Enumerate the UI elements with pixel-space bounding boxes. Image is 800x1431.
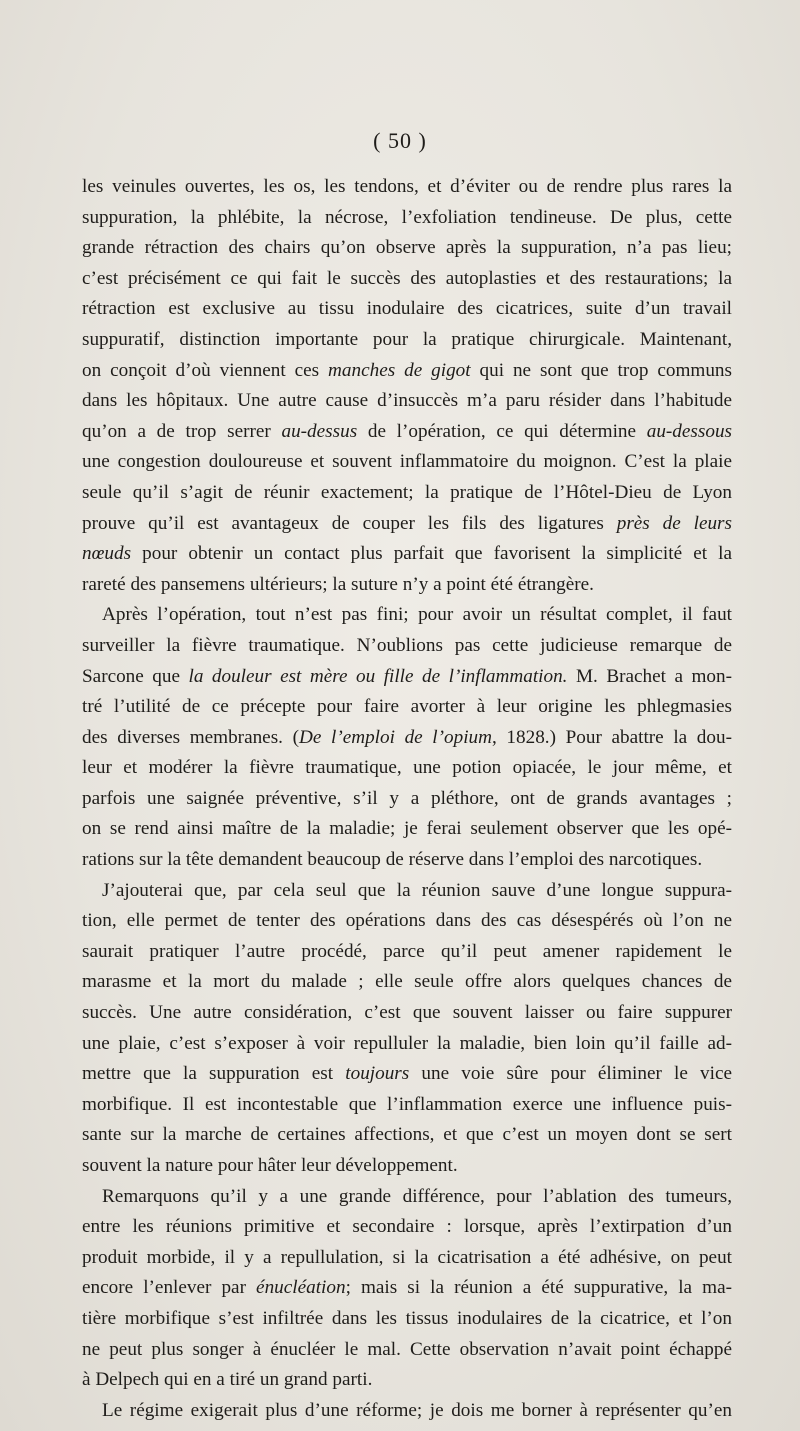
text-line — [82, 1059, 732, 1090]
text-line — [82, 417, 732, 448]
text-segment: encore l’enlever par — [82, 1277, 257, 1299]
text-segment: Sarcone que — [82, 665, 189, 687]
text-segment: rations sur la tête demandent beaucoup de réserve dans l’emploi des narcotiques. — [82, 849, 703, 871]
text-line — [82, 1365, 732, 1396]
text-segment: Remarquons qu’il y a une grande différence, pour l’ablation des tumeurs, — [102, 1185, 732, 1207]
text-segment: mettre que la suppuration est — [82, 1063, 346, 1085]
text-line — [82, 1120, 732, 1151]
text-segment: marasme et la mort du malade ; elle seule offre alors quelques chances de — [82, 971, 732, 993]
text-line — [82, 294, 732, 325]
text-segment: J’ajouterai que, par cela seul que la réunion sauve d’une longue suppura- — [102, 879, 732, 901]
text-line — [82, 631, 732, 662]
text-segment: de l’opération, ce qui détermine — [357, 420, 647, 442]
text-segment: une plaie, c’est s’exposer à voir repulluler la maladie, bien loin qu’il faille ad- — [82, 1032, 732, 1054]
text-line — [82, 1151, 732, 1182]
italic-text: au-dessous — [646, 420, 733, 442]
text-line — [82, 386, 732, 417]
text-line — [82, 233, 732, 264]
text-segment: ne peut plus songer à énucléer le mal. Cette observation n’avait point échappé — [82, 1338, 732, 1360]
text-segment: on conçoit d’où viennent ces — [82, 359, 329, 381]
text-line — [82, 570, 732, 601]
text-line — [82, 478, 732, 509]
text-line — [82, 662, 732, 693]
text-segment: une voie sûre pour éliminer le vice — [409, 1063, 732, 1085]
text-line — [82, 1212, 732, 1243]
text-line — [82, 1396, 732, 1427]
text-segment: souvent la nature pour hâter leur développement. — [82, 1155, 458, 1176]
text-line — [82, 967, 732, 998]
body-text — [82, 172, 732, 1426]
text-line — [82, 1243, 732, 1274]
page-number: ( 50 ) — [373, 128, 427, 153]
text-segment: à Delpech qui en a tiré un grand parti. — [82, 1369, 373, 1391]
text-segment: sante sur la marche de certaines affections, et que c’est un moyen dont se sert — [82, 1124, 732, 1146]
text-line — [82, 172, 732, 203]
text-segment: pour obtenir un contact plus parfait que favorisent la simplicité et la — [131, 543, 732, 565]
text-line — [82, 814, 732, 845]
text-line — [82, 203, 732, 234]
text-segment: des diverses membranes. ( — [82, 726, 299, 748]
text-line — [82, 1090, 732, 1121]
text-line — [82, 264, 732, 295]
text-segment: rareté des pansemens ultérieurs; la suture n’y a point été étrangère. — [82, 573, 594, 595]
text-segment: seule qu’il s’agit de réunir exactement; la pratique de l’Hôtel-Dieu de Lyon — [82, 481, 732, 503]
text-segment: tière morbifique s’est infiltrée dans les tissus inodulaires de la cicatrice, et l’on — [82, 1307, 732, 1329]
text-segment: Le régime exigerait plus d’une réforme; je dois me borner à représenter qu’en — [102, 1399, 732, 1421]
text-line — [82, 784, 732, 815]
text-segment: Après l’opération, tout n’est pas fini; pour avoir un résultat complet, il faut — [102, 604, 732, 626]
italic-text: près de leurs — [616, 512, 732, 534]
text-segment: on se rend ainsi maître de la maladie; je ferai seulement observer que les opé- — [82, 818, 732, 840]
text-segment: entre les réunions primitive et secondaire : lorsque, après l’extirpation d’un — [82, 1216, 732, 1238]
text-line — [82, 876, 732, 907]
text-segment: dans les hôpitaux. Une autre cause d’insuccès m’a paru résider dans l’habitude — [82, 390, 732, 412]
text-line — [82, 1304, 732, 1335]
text-segment: c’est précisément ce qui fait le succès des autoplasties et des restaurations; la — [82, 267, 732, 289]
italic-text: De l’emploi de l’opium — [298, 726, 492, 748]
text-segment: suppuratif, distinction importante pour la pratique chirurgicale. Maintenant, — [82, 328, 732, 350]
italic-text: manches de gigot — [328, 359, 471, 381]
text-segment: qu’on a de trop serrer — [82, 420, 282, 442]
text-segment: rétraction est exclusive au tissu inodulaire des cicatrices, suite d’un travail — [82, 298, 732, 320]
italic-text: toujours — [345, 1063, 410, 1085]
italic-text: nœuds — [82, 543, 132, 565]
text-line — [82, 692, 732, 723]
text-segment: qui ne sont que trop communs — [470, 359, 732, 381]
text-segment: , 1828.) Pour abattre la dou- — [492, 726, 732, 748]
text-segment: M. Brachet a mon- — [567, 665, 732, 687]
text-line — [82, 600, 732, 631]
text-segment: les veinules ouvertes, les os, les tendons, et d’éviter ou de rendre plus rares la — [82, 176, 732, 197]
text-segment: grande rétraction des chairs qu’on observe après la suppuration, n’a pas lieu; — [82, 237, 732, 259]
text-line — [82, 539, 732, 570]
text-segment: prouve qu’il est avantageux de couper les fils des ligatures — [82, 512, 617, 534]
text-line — [82, 753, 732, 784]
text-line — [82, 1335, 732, 1366]
italic-text: au-dessus — [281, 420, 358, 442]
text-segment: produit morbide, il y a repullulation, si la cicatrisation a été adhésive, on peut — [82, 1246, 732, 1268]
italic-text: la douleur est mère ou fille de l’inflammation. — [188, 665, 568, 687]
text-segment: surveiller la fièvre traumatique. N’oublions pas cette judicieuse remarque de — [82, 634, 732, 656]
text-segment: suppuration, la phlébite, la nécrose, l’exfoliation tendineuse. De plus, cette — [82, 206, 732, 228]
text-line — [82, 356, 732, 387]
text-segment: une congestion douloureuse et souvent inflammatoire du moignon. C’est la plaie — [82, 451, 732, 473]
text-line — [82, 937, 732, 968]
italic-text: énucléation — [256, 1277, 346, 1299]
text-segment: saurait pratiquer l’autre procédé, parce qu’il peut amener rapidement le — [82, 940, 732, 962]
text-line — [82, 447, 732, 478]
text-segment: leur et modérer la fièvre traumatique, une potion opiacée, le jour même, et — [82, 757, 732, 779]
text-segment: ; mais si la réunion a été suppurative, la ma- — [345, 1277, 732, 1299]
text-segment: parfois une saignée préventive, s’il y a pléthore, ont de grands avantages ; — [82, 787, 732, 809]
text-line — [82, 1273, 732, 1304]
text-line — [82, 325, 732, 356]
text-line — [82, 1029, 732, 1060]
text-line — [82, 723, 732, 754]
text-segment: tré l’utilité de ce précepte pour faire avorter à leur origine les phlegmasies — [82, 696, 732, 718]
text-line — [82, 998, 732, 1029]
text-segment: tion, elle permet de tenter des opérations dans des cas désespérés où l’on ne — [82, 910, 732, 932]
text-line — [82, 906, 732, 937]
text-segment: morbifique. Il est incontestable que l’inflammation exerce une influence puis- — [82, 1093, 732, 1115]
text-segment: succès. Une autre considération, c’est que souvent laisser ou faire suppurer — [82, 1002, 732, 1024]
text-line — [82, 1182, 732, 1213]
text-line — [82, 509, 732, 540]
text-line — [82, 845, 732, 876]
